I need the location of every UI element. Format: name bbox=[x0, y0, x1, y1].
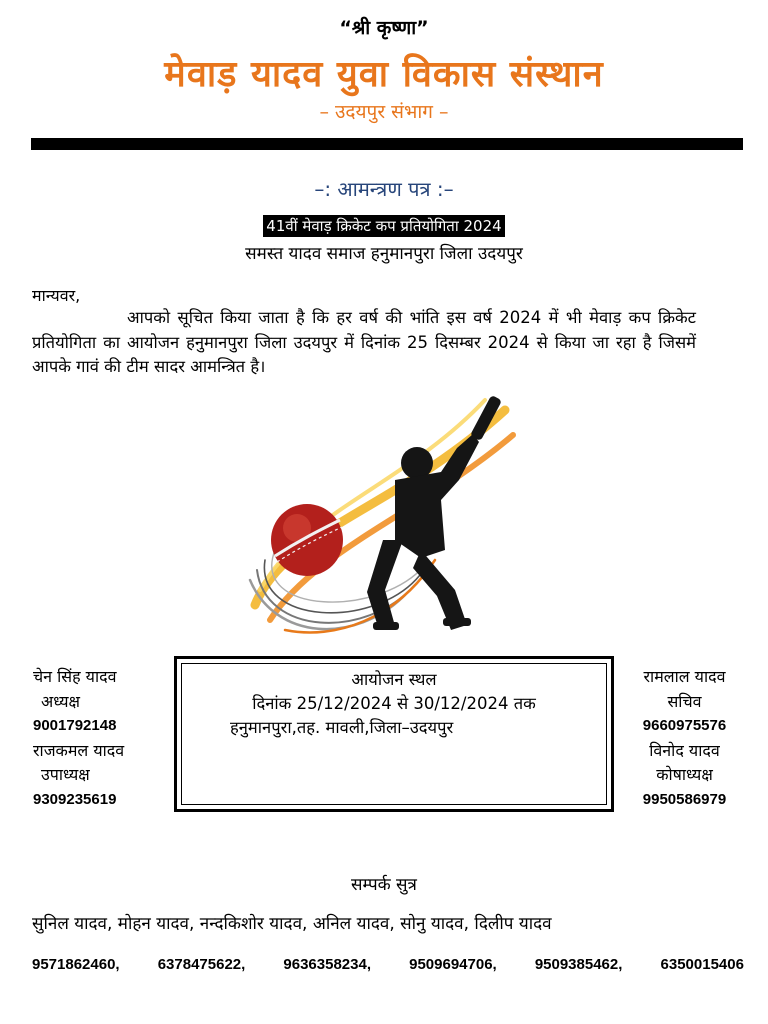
contact-heading: सम्पर्क सुत्र bbox=[351, 875, 417, 895]
official-name: रामलाल यादव bbox=[643, 667, 726, 686]
contact-names: सुनिल यादव, मोहन यादव, नन्दकिशोर यादव, अनिल यादव, सोनु यादव, दिलीप यादव bbox=[32, 914, 552, 934]
contact-phone: 6350015406 bbox=[660, 956, 744, 973]
organization-title: मेवाड़ यादव युवा विकास संस्थान bbox=[164, 54, 604, 95]
letter-body: आपको सूचित किया जाता है कि हर वर्ष की भांति इस वर्ष 2024 में भी मेवाड़ कप क्रिकेट प्रतियोगिता का आयोजन हनुमानपुरा जिला उदयपुर में दिनांक 25 दिसम्बर 2024 से किया जा रहा है जिसमें आपके गावं की टीम सादर आमन्त्रित है। bbox=[32, 308, 696, 376]
cricket-illustration bbox=[245, 390, 525, 645]
cricket-ball-icon bbox=[271, 504, 343, 576]
venue-address: हनुमानपुरा,तह. मावली,जिला–उदयपुर bbox=[230, 718, 454, 737]
official-phone: 9309235619 bbox=[33, 790, 117, 808]
official-role: उपाध्यक्ष bbox=[41, 765, 90, 784]
organizer-line: समस्त यादव समाज हनुमानपुरा जिला उदयपुर bbox=[245, 244, 523, 264]
header-divider bbox=[31, 138, 743, 150]
venue-box bbox=[174, 656, 614, 812]
division-subtitle: – उदयपुर संभाग – bbox=[319, 101, 449, 123]
contact-phone: 9571862460, bbox=[32, 956, 120, 973]
venue-heading: आयोजन स्थल bbox=[351, 670, 437, 689]
batsman-silhouette bbox=[367, 395, 502, 630]
contact-phone: 9509694706, bbox=[409, 956, 497, 973]
official-phone: 9001792148 bbox=[33, 717, 117, 734]
tournament-title: 41वीं मेवाड़ क्रिकेट कप प्रतियोगिता 2024 bbox=[263, 215, 504, 237]
invitation-title: –: आमन्त्रण पत्र :– bbox=[314, 177, 454, 201]
official-phone: 9660975576 bbox=[642, 717, 727, 734]
salutation: मान्यवर, bbox=[32, 286, 81, 305]
contact-phone: 6378475622, bbox=[157, 956, 246, 973]
venue-dates: दिनांक 25/12/2024 से 30/12/2024 तक bbox=[252, 694, 536, 713]
contact-phone: 9509385462, bbox=[534, 956, 623, 973]
official-role: सचिव bbox=[667, 691, 702, 711]
official-name: विनोद यादव bbox=[649, 740, 720, 760]
venue-inner-frame bbox=[181, 663, 607, 805]
official-role: कोषाध्यक्ष bbox=[656, 765, 713, 784]
contact-phone: 9636358234, bbox=[283, 956, 371, 973]
official-name: चेन सिंह यादव bbox=[33, 667, 117, 686]
official-role: अध्यक्ष bbox=[41, 691, 80, 711]
official-phone: 9950586979 bbox=[642, 790, 727, 808]
officials-right bbox=[622, 665, 747, 812]
contact-phones bbox=[32, 956, 744, 973]
official-name: राजकमल यादव bbox=[33, 740, 125, 760]
officials-left bbox=[33, 665, 173, 812]
tournament-banner bbox=[0, 215, 768, 237]
blessing-text: “श्री कृष्णा” bbox=[339, 17, 429, 39]
